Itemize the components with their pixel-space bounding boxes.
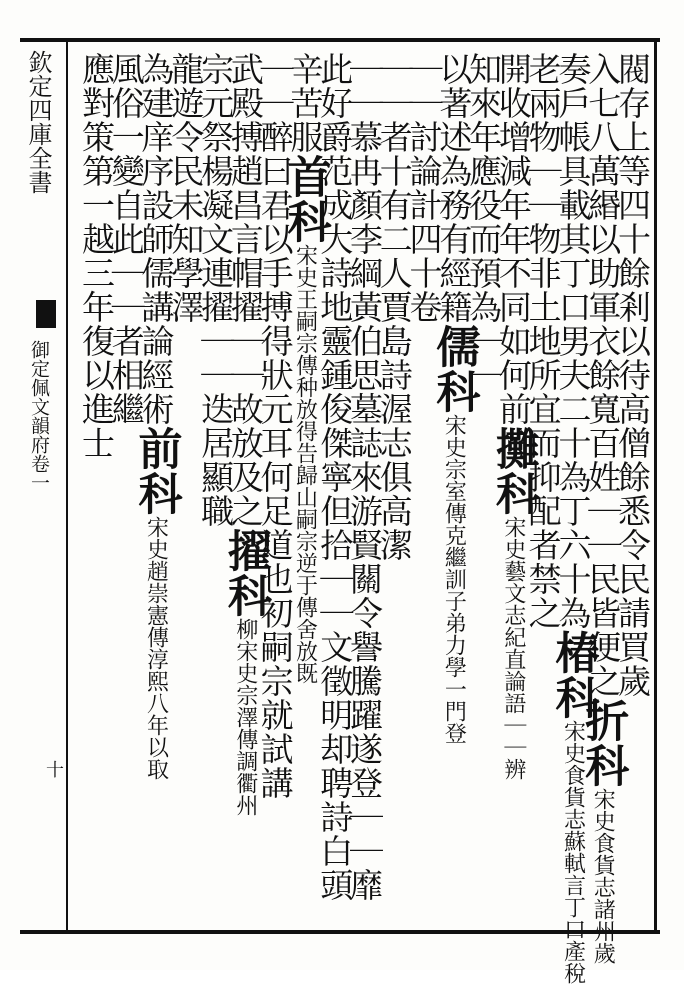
headword: 擢科	[219, 528, 271, 618]
headword: 椿科	[547, 630, 599, 720]
margin-divider	[66, 38, 68, 934]
annotation: 宋史食貨志諸州歲	[590, 788, 616, 964]
column-text: 以著述為務有經籍	[434, 52, 474, 324]
annotation: 柳宋史宗澤傳調衢州	[232, 618, 258, 816]
column-text: 入七八萬緡以助軍衣餘寬百姓｜｜民皆便之	[583, 52, 623, 698]
fish-tail-mark	[36, 300, 56, 328]
column-text: 為建庠序設師儒講論經術	[136, 52, 176, 426]
top-border	[20, 38, 660, 42]
headword: 前科	[130, 426, 182, 516]
volume-label: 卷一	[28, 454, 50, 492]
annotation: 宋史藝文志紀直論語｜｜辨	[500, 516, 526, 780]
column-text: 風俗一變自此｜｜者相繼	[106, 52, 146, 426]
column-text: 武殿搏趙昌言帽擢｜｜故放及之	[225, 52, 265, 528]
page-number: 十	[43, 760, 64, 778]
column-text: 老兩物｜｜物非土地所宜而抑配者禁之	[523, 52, 563, 630]
column-text: 此好爵范成大詩地靈鍾俊傑寧但拾｜｜文徵明却聘詩白頭	[315, 52, 355, 902]
column-text: 應對策第一越三年復以進士	[77, 52, 116, 460]
column-text: ｜｜討論計四十卷	[404, 52, 444, 324]
headword: 首科	[279, 154, 331, 244]
column-text: 開收增減年年不同如何前	[493, 52, 533, 426]
annotation: 宋史宗室傳克繼訓子弟力學一門登	[441, 414, 467, 744]
column-text: 閥存上等四十餘剎以待高僧餘悉令民請買歲	[613, 52, 652, 698]
column-text: 龍遊令民未知學澤	[166, 52, 206, 324]
column-text: 辛苦服	[285, 52, 325, 154]
book-title: 欽定四庫全書	[24, 50, 52, 194]
work-title: 御定佩文韻府	[28, 340, 50, 454]
margin-sub	[26, 340, 52, 492]
annotation: 宋史王嗣宗傳种放得告歸山嗣宗逆于傳舍放既	[292, 244, 318, 684]
column-text: 奏戶帳具載其丁口男夫二十為丁六十為	[553, 52, 593, 630]
column-text: ｜｜者十有二人賈島詩渥志俱高潔	[374, 52, 414, 562]
right-border	[654, 38, 657, 934]
column-text: ｜｜慕冉顏李綱黃伯思墓誌來游賢關令譽騰躍遂登｜｜靡	[345, 52, 384, 902]
headword: 折科	[577, 698, 629, 788]
annotation: 宋史趙崇憲傳淳熙八年以取	[143, 516, 169, 780]
column-text: ｜｜醉曰君以手搏得狀元耳何足道也初嗣宗就試講	[255, 52, 295, 800]
headword: 儒科	[428, 324, 480, 414]
column-text: 知來年應役而預為｜｜	[464, 52, 504, 392]
column-text: 宗元祭楊凝文連擢｜｜迭居顯職	[196, 52, 236, 528]
text-column	[76, 52, 116, 932]
headword: 攤科	[487, 426, 539, 516]
annotation: 宋史食貨志蘇軾言丁口產稅	[560, 720, 586, 984]
